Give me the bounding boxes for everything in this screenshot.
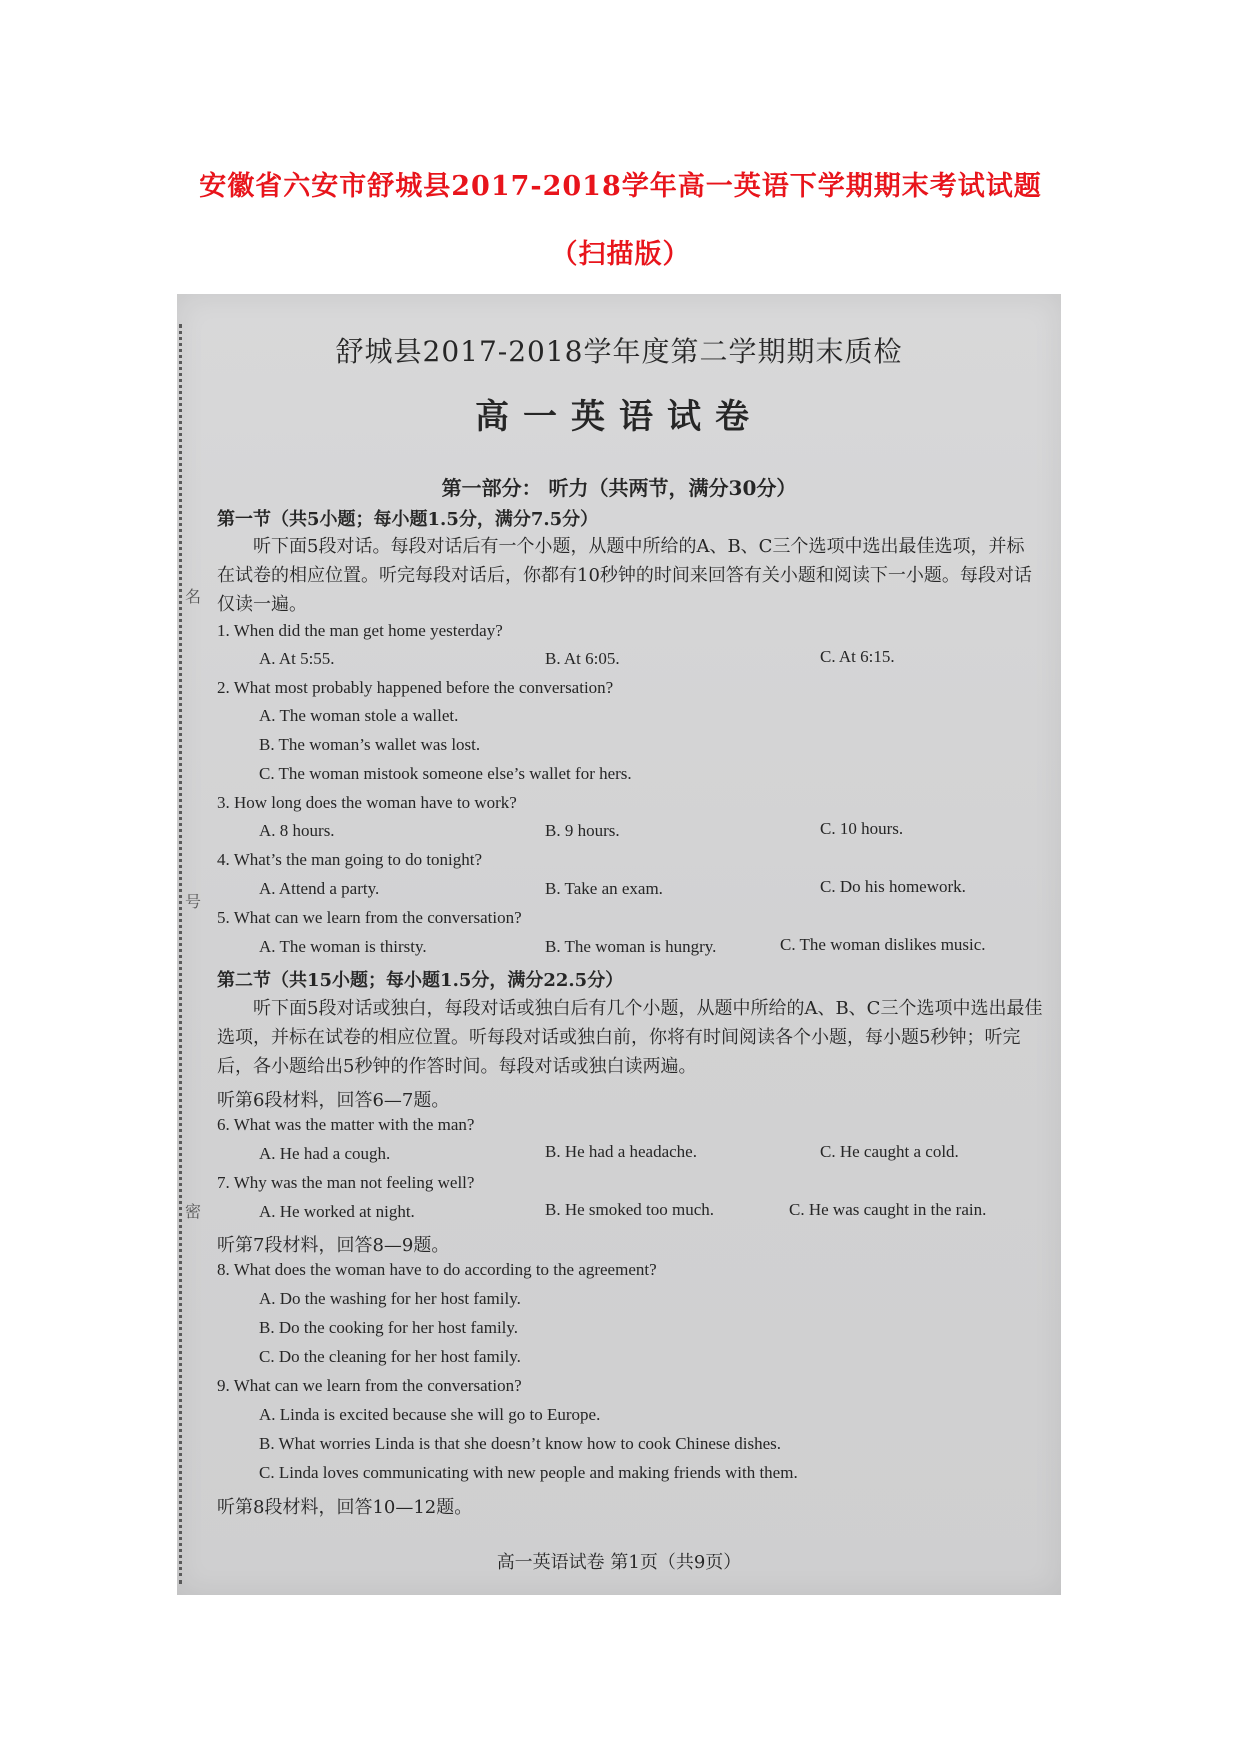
question-4: 4. What’s the man going to do tonight? (217, 850, 483, 869)
option-b: B. Do the cooking for her host family. (259, 1318, 519, 1337)
option-c: C. 10 hours. (820, 819, 904, 838)
option-c: C. Linda loves communicating with new people and making friends with them. (259, 1463, 798, 1482)
option-a: A. Linda is excited because she will go to Europe. (259, 1405, 601, 1424)
option-c: C. Do his homework. (820, 877, 966, 896)
option-c: C. Do the cleaning for her host family. (259, 1347, 521, 1366)
margin-mark: 名 (185, 587, 202, 606)
option-c: C. The woman mistook someone else’s wallet for hers. (259, 764, 632, 783)
question-6: 6. What was the matter with the man? (217, 1115, 475, 1134)
option-b: B. 9 hours. (545, 821, 620, 840)
document-subtitle: （扫描版） (550, 239, 691, 270)
margin-mark: 号 (185, 892, 202, 911)
option-a: A. Do the washing for her host family. (259, 1289, 521, 1308)
scanned-exam-page (177, 294, 1061, 1595)
question-3: 3. How long does the woman have to work? (217, 793, 517, 812)
exam-paper-title: 高一英语试卷 (475, 397, 763, 437)
question-1: 1. When did the man get home yesterday? (217, 621, 503, 640)
option-a: A. Attend a party. (259, 879, 380, 898)
page-footer: 高一英语试卷 第1页（共9页） (496, 1552, 742, 1573)
option-c: C. He was caught in the rain. (789, 1200, 987, 1219)
option-a: A. He worked at night. (259, 1202, 415, 1221)
section1-heading: 第一节（共5小题；每小题1.5分，满分7.5分） (217, 509, 599, 530)
section1-instructions: 听下面5段对话。每段对话后有一个小题，从题中所给的A、B、C三个选项中选出最佳选项，并标在试卷的相应位置。听完每段对话后，你都有10秒钟的时间来回答有关小题和阅读下一小题。每段对话仅读一遍。 (217, 536, 1032, 615)
option-b: B. What worries Linda is that she doesn’t know how to cook Chinese dishes. (259, 1434, 782, 1453)
option-a: A. He had a cough. (259, 1144, 391, 1163)
option-a: A. The woman is thirsty. (259, 937, 427, 956)
material-6-instruction: 听第6段材料，回答6—7题。 (217, 1090, 450, 1111)
question-7: 7. Why was the man not feeling well? (217, 1173, 475, 1192)
section2-instructions: 听下面5段对话或独白，每段对话或独白后有几个小题，从题中所给的A、B、C三个选项中选出最佳选项，并标在试卷的相应位置。听每段对话或独白前，你将有时间阅读各个小题，每小题5秒钟；听完后，各小题给出5秒钟的作答时间。每段对话或独白读两遍。 (217, 998, 1043, 1077)
margin-mark: 密 (185, 1202, 202, 1221)
exam-header-line: 舒城县2017-2018学年度第二学期期末质检 (335, 335, 903, 368)
question-8: 8. What does the woman have to do according to the agreement? (217, 1260, 657, 1279)
section2-heading: 第二节（共15小题；每小题1.5分，满分22.5分） (217, 970, 624, 991)
option-b: B. Take an exam. (545, 879, 663, 898)
option-b: B. He smoked too much. (545, 1200, 715, 1219)
material-7-instruction: 听第7段材料，回答8—9题。 (217, 1235, 450, 1256)
option-c: C. He caught a cold. (820, 1142, 959, 1161)
option-a: A. At 5:55. (259, 649, 335, 668)
option-b: B. He had a headache. (545, 1142, 697, 1161)
binding-perforation (179, 324, 182, 1584)
option-c: C. At 6:15. (820, 647, 895, 666)
option-a: A. 8 hours. (259, 821, 335, 840)
document-title: 安徽省六安市舒城县2017-2018学年高一英语下学期期末考试试题 (199, 171, 1042, 202)
part-one-heading: 第一部分： 听力（共两节，满分30分） (441, 476, 797, 500)
option-b: B. The woman is hungry. (545, 937, 717, 956)
material-8-instruction: 听第8段材料，回答10—12题。 (217, 1497, 473, 1518)
question-5: 5. What can we learn from the conversation? (217, 908, 522, 927)
option-b: B. At 6:05. (545, 649, 620, 668)
option-a: A. The woman stole a wallet. (259, 706, 459, 725)
option-b: B. The woman’s wallet was lost. (259, 735, 481, 754)
option-c: C. The woman dislikes music. (780, 935, 986, 954)
question-2: 2. What most probably happened before the conversation? (217, 678, 614, 697)
question-9: 9. What can we learn from the conversation? (217, 1376, 522, 1395)
